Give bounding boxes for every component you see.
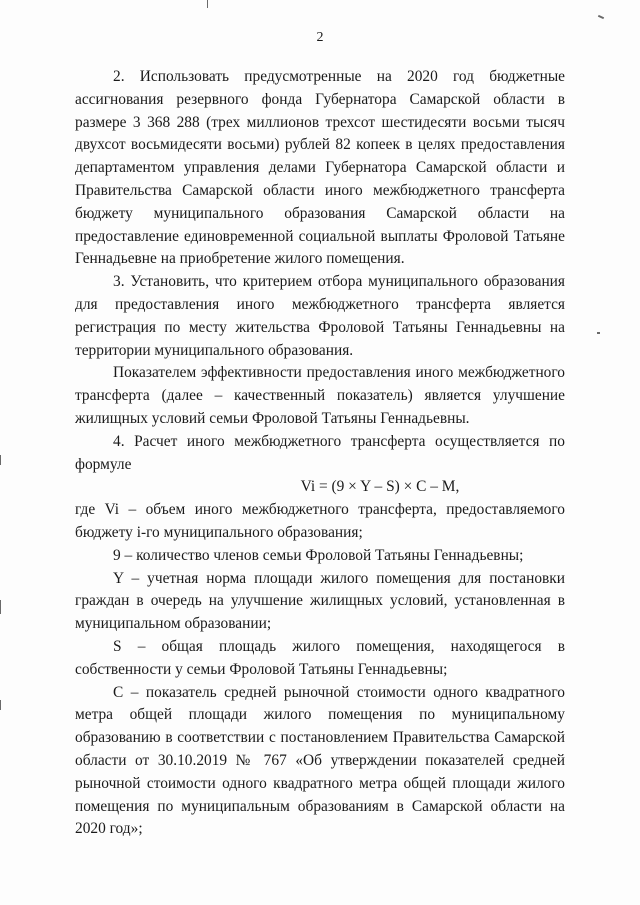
- definition-s: S – общая площадь жилого помещения, находящегося в собственности у семьи Фроловой Татьяны Геннадьевны;: [75, 637, 565, 678]
- formula: Vi = (9 × Y – S) × C – M,: [300, 478, 460, 496]
- scan-artifact-left-3: [0, 700, 1, 710]
- scan-artifact-left-1: [0, 455, 1, 465]
- scan-artifact-top: [207, 0, 208, 8]
- scan-artifact-left-2: [0, 600, 1, 614]
- document-body: [75, 66, 565, 841]
- definition-c: C – показатель средней рыночной стоимости одного квадратного метра общей площади жилого помещения по муниципальному образованию в соответствии с постановлением Правительства Самарской области от 30.10.2019 № 767 «Об утверждении показателей средней рыночной стоимости одного квадратного метра общей площади жилого помещения по муниципальным образованиям в Самарской области на 2020 год»;: [75, 683, 565, 838]
- paragraph-item-2: 2. Использовать предусмотренные на 2020 год бюджетные ассигнования резервного фонда Губернатора Самарской области в размере 3 368 288 (трех миллионов трехсот шестидесяти восьми тысяч двухсот восьмидесяти восьми) рублей 82 копеек в целях предоставления департаментом управления делами Губернатора Самарской области и Правительства Самарской области иного межбюджетного трансферта бюджету муниципального образования Самарской области на предоставление единовременной социальной выплаты Фроловой Татьяне Геннадьевне на приобретение жилого помещения.: [75, 68, 565, 268]
- page-number: 2: [316, 30, 324, 45]
- paragraph-item-4: 4. Расчет иного межбюджетного трансферта осуществляется по формуле: [75, 432, 565, 473]
- paragraph-indicator: Показателем эффективности предоставления иного межбюджетного трансферта (далее – качественный показатель) является улучшение жилищных условий семьи Фроловой Татьяны Геннадьевны.: [75, 364, 565, 427]
- paragraph-item-3: 3. Установить, что критерием отбора муниципального образования для предоставления иного межбюджетного трансферта является регистрация по месту жительства Фроловой Татьяны Геннадьевны на территории муниципального образования.: [75, 273, 565, 359]
- scan-artifact-right: [597, 332, 600, 334]
- definition-vi: где Vi – объем иного межбюджетного трансферта, предоставляемого бюджету i-го муниципального образования;: [75, 501, 565, 541]
- definition-family-members: 9 – количество членов семьи Фроловой Татьяны Геннадьевны;: [113, 546, 524, 564]
- definition-y: Y – учетная норма площади жилого помещения для постановки граждан в очередь на улучшение жилищных условий, установленная в муниципальном образовании;: [75, 569, 565, 633]
- scan-artifact-corner: [598, 15, 604, 19]
